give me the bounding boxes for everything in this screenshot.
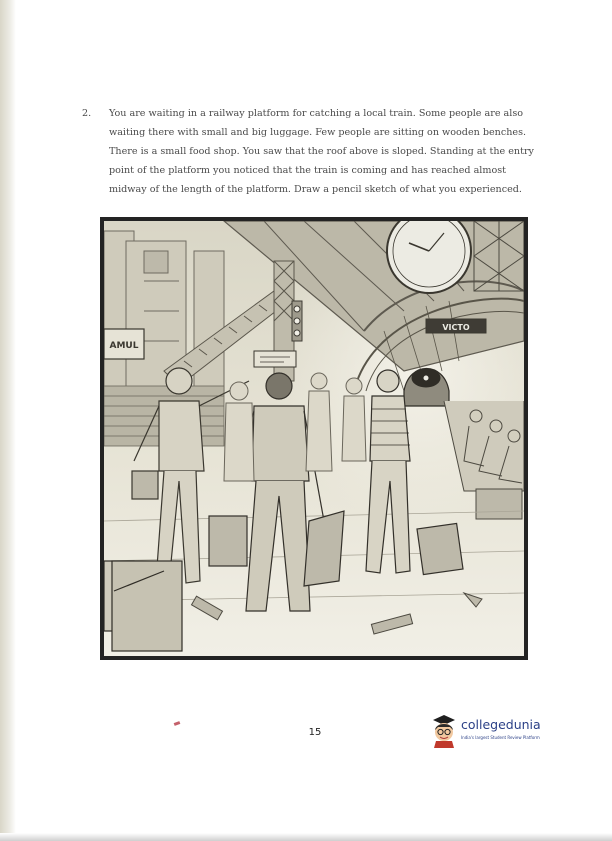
scan-bottom-edge xyxy=(0,833,612,841)
collegedunia-brand xyxy=(430,714,570,750)
signal-light xyxy=(292,301,302,341)
background-buildings xyxy=(104,231,224,391)
question-line: There is a small food shop. You saw that the roof above is sloped. Standing at the entry xyxy=(109,146,534,157)
question-text xyxy=(109,104,551,199)
question-line: You are waiting in a railway platform for catching a local train. Some people are also xyxy=(109,108,524,119)
question-line: point of the platform you noticed that the train is coming and has reached almost xyxy=(109,165,507,176)
brand-name: collegedunia xyxy=(461,717,541,732)
small-signboard xyxy=(254,351,296,367)
foreground-suitcase xyxy=(104,561,182,651)
brand-tagline: India's largest Student Review Platform xyxy=(461,735,540,740)
signboard-victo-text: VICTO xyxy=(442,323,470,332)
scan-edge-shadow xyxy=(0,0,16,841)
question-line: midway of the length of the platform. Draw a pencil sketch of what you experienced. xyxy=(109,184,522,195)
page-number: 15 xyxy=(308,727,322,738)
stray-red-mark xyxy=(174,721,181,726)
station-clock xyxy=(387,221,471,293)
pencil-sketch-frame xyxy=(100,217,528,660)
pencil-sketch-railway-platform xyxy=(104,221,524,656)
question-number: 2. xyxy=(82,108,92,119)
question-line: waiting there with small and big luggage. Few people are sitting on wooden benches. xyxy=(109,127,527,138)
mascot-logo-icon xyxy=(430,714,458,748)
signboard-amul-text: AMUL xyxy=(109,341,139,351)
